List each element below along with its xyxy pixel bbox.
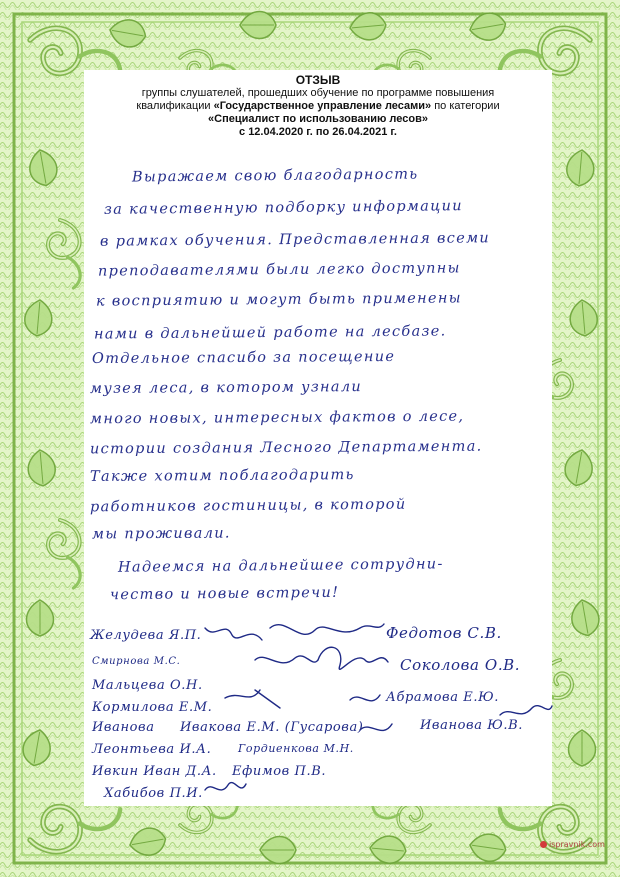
date-range: с 12.04.2020 г. по 26.04.2021 г. [239,126,397,138]
signature-13: Ивкин Иван Д.А. [92,764,217,779]
signature-2: Федотов С.В. [386,624,502,642]
hw-line-8: музея леса, в котором узнали [89,379,363,397]
signature-15: Хабибов П.И. [104,786,203,801]
site-watermark [540,840,605,849]
signature-7: Абрамова Е.Ю. [386,690,499,705]
hw-line-1: Выражаем свою благодарность [131,166,419,186]
signature-11: Леонтьева И.А. [92,742,212,757]
hw-line-4: преподавателями были легко доступны [97,260,461,280]
signature-5: Мальцева О.Н. [92,678,203,693]
watermark-text: ispravnik.com [549,840,605,849]
signature-9: Ивакова Е.М. (Гусарова) [180,720,364,735]
signature-3: Смирнова М.С. [92,656,181,667]
hw-line-2: за качественную подборку информации [103,198,463,218]
hw-line-7: Отдельное спасибо за посещение [91,348,396,368]
signature-12: Гордиенкова М.Н. [238,742,354,755]
signature-14: Ефимов П.В. [232,764,327,779]
hw-line-13: мы проживали. [91,525,231,543]
category-name: «Специалист по использованию лесов» [208,113,428,125]
signature-10: Иванова Ю.В. [420,718,524,733]
signature-8: Иванова [92,720,155,735]
hw-line-14: Надеемся на дальнейшее сотрудни- [117,556,444,576]
hw-line-10: истории создания Лесного Департамента. [89,438,483,458]
hw-line-12: работников гостиницы, в которой [89,496,407,516]
header-line-2-suffix: по категории [431,100,500,112]
program-name: «Государственное управление лесами» [213,100,432,112]
header-line-2-prefix: квалификации [136,100,214,112]
watermark-logo-icon [540,841,547,848]
hw-line-15: чество и новые встречи! [109,584,340,604]
hw-line-6: нами в дальнейшей работе на лесбазе. [93,323,447,343]
signature-4: Соколова О.В. [400,656,521,674]
signature-6: Кормилова Е.М. [92,700,213,715]
hw-line-11: Также хотим поблагодарить [89,467,355,485]
hw-line-3: в рамках обучения. Представленная всеми [99,230,491,250]
hw-line-9: много новых, интересных фактов о лесе, [89,408,465,428]
document-title: ОТЗЫВ [295,73,341,87]
signature-1: Желудева Я.П. [90,628,202,643]
header-line-1: группы слушателей, прошедших обучение по программе повышения [141,87,495,99]
hw-line-5: к восприятию и могут быть применены [95,290,462,310]
